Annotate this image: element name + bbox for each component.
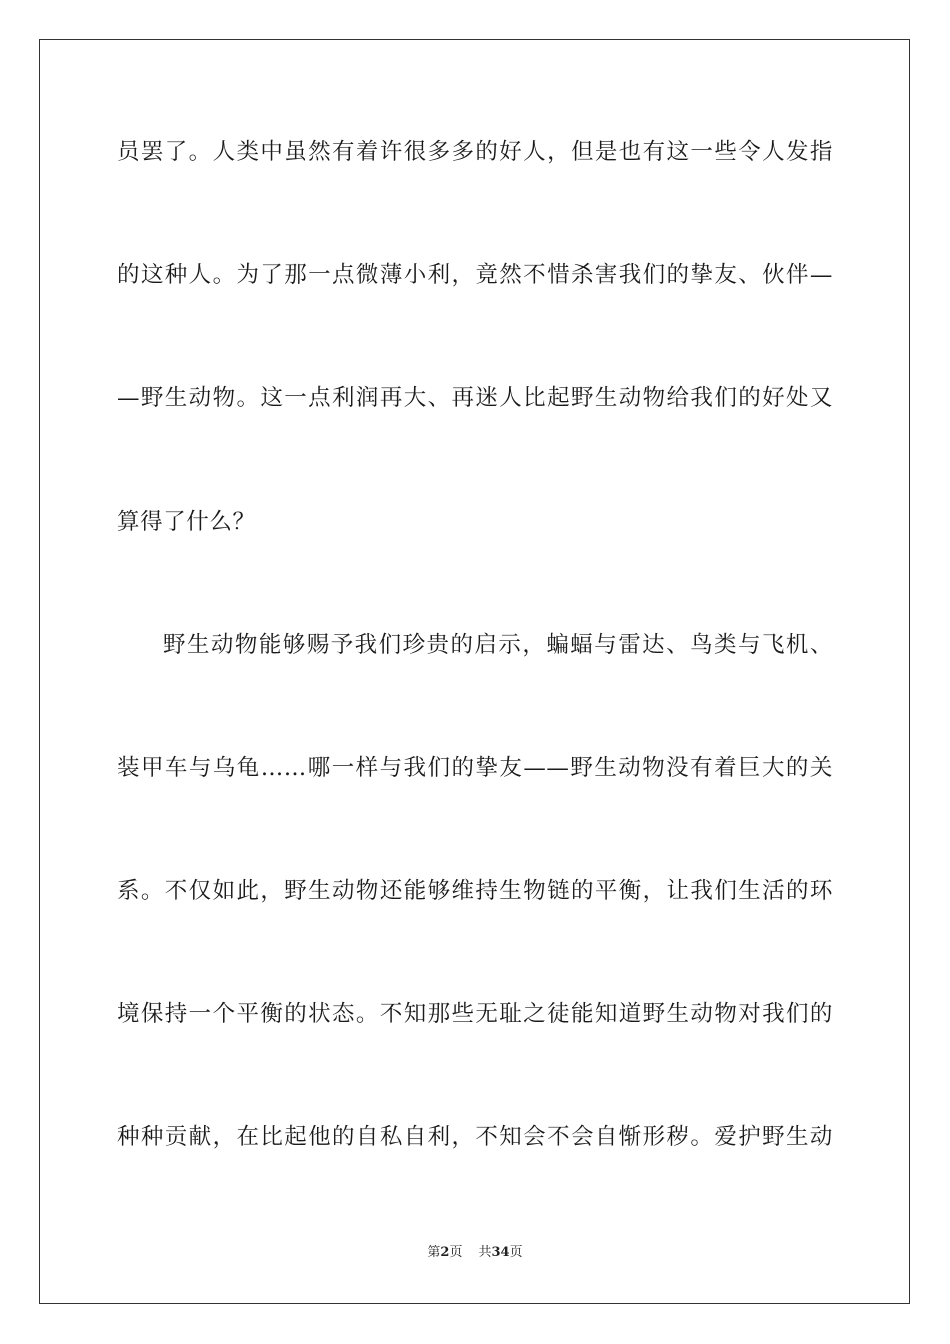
page-label-prefix: 第 xyxy=(427,1245,441,1260)
total-pages: 34 xyxy=(491,1245,510,1260)
text-line-6: 装甲车与乌龟……哪一样与我们的挚友——野生动物没有着巨大的关 xyxy=(117,755,833,781)
text-line-1: 员罢了。人类中虽然有着许很多多的好人，但是也有这一些令人发指 xyxy=(117,139,833,165)
text-line-8: 境保持一个平衡的状态。不知那些无耻之徒能知道野生动物对我们的 xyxy=(117,1001,833,1027)
text-line-2: 的这种人。为了那一点微薄小利，竟然不惜杀害我们的挚友、伙伴— xyxy=(117,262,833,288)
text-line-9: 种种贡献，在比起他的自私自利，不知会不会自惭形秽。爱护野生动 xyxy=(117,1124,833,1150)
total-label-suffix: 页 xyxy=(509,1245,523,1260)
page-label-suffix: 页 xyxy=(449,1245,463,1260)
page-frame xyxy=(39,39,910,1304)
text-line-4: 算得了什么？ xyxy=(117,509,256,535)
page-footer xyxy=(0,1244,950,1262)
page-number: 2 xyxy=(440,1245,450,1260)
total-label-prefix: 共 xyxy=(478,1245,492,1260)
text-line-7: 系。不仅如此，野生动物还能够维持生物链的平衡，让我们生活的环 xyxy=(117,878,833,904)
text-line-3: —野生动物。这一点利润再大、再迷人比起野生动物给我们的好处又 xyxy=(117,385,833,411)
paragraph-start-line: 野生动物能够赐予我们珍贵的启示，蝙蝠与雷达、鸟类与飞机、 xyxy=(163,632,833,658)
